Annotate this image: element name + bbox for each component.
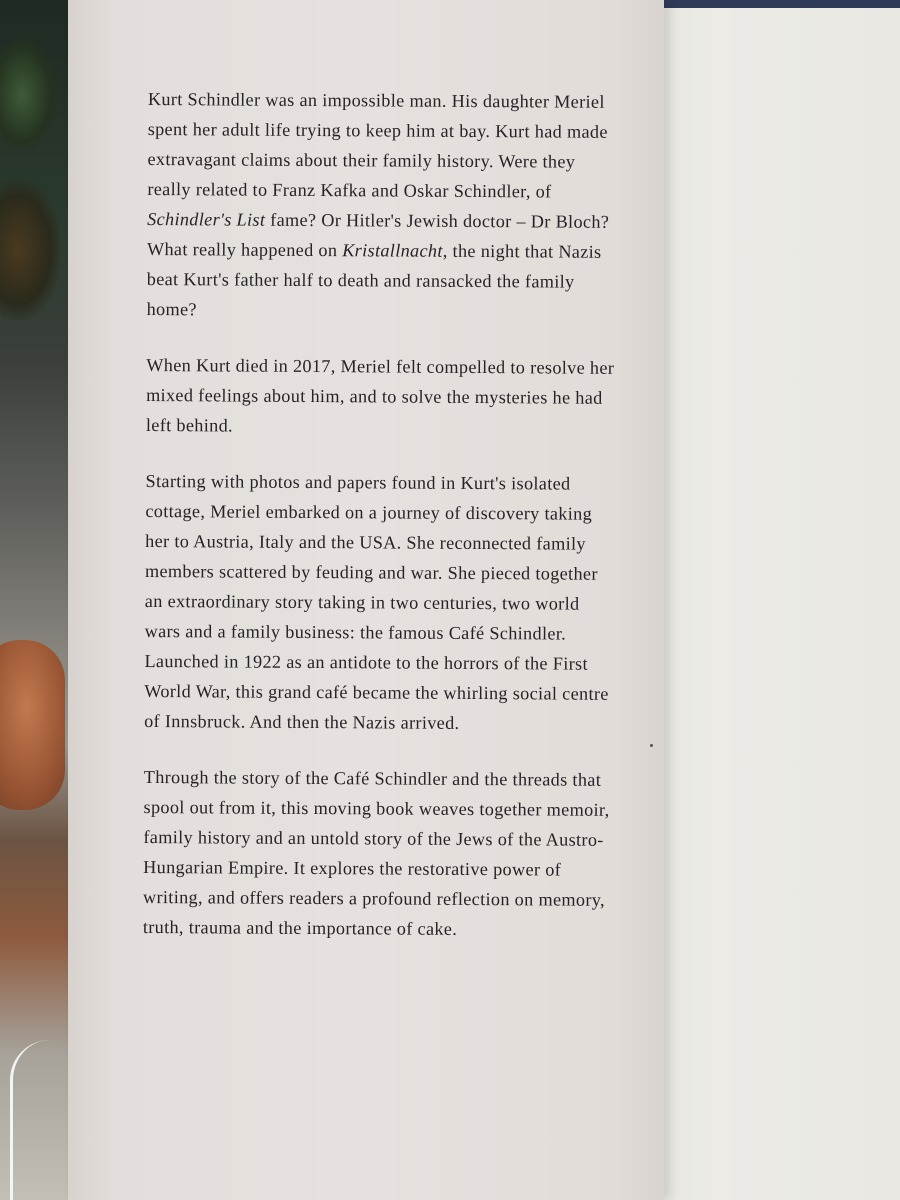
plant-leaves [0, 40, 55, 150]
blurb-paragraph-2: When Kurt died in 2017, Meriel felt compelled to resolve her mixed feelings about him, and to solve the mysteries he had left behind. [145, 354, 615, 436]
blurb-italic-term: Kristallnacht [342, 240, 443, 261]
book-cover-edge [660, 0, 900, 8]
blurb-paragraph-4: Through the story of the Café Schindler and the threads that spool out from it, this moving book weaves together memoir, family history and an untold story of the Jews of the Austro-Hungarian Empire. It explores the restorative power of writing, and offers readers a profound reflection on memory, truth, trauma and the importance of cake. [142, 766, 610, 939]
book-jacket-flap [68, 0, 664, 1200]
blurb-paragraph-3: Starting with photos and papers found in Kurt's isolated cottage, Meriel embarked on a journey of discovery taking her to Austria, Italy and the USA. She reconnected family members scattered by feuding and war. She pieced together an extraordinary story taking in two centuries, two world wars and a family business: the famous Café Schindler. Launched in 1922 as an antidote to the horrors of the First World War, this grand café became the whirling social centre of Innsbruck. And then the Nazis arrived. [144, 470, 609, 733]
blurb-text-run: Kurt Schindler was an impossible man. His daughter Meriel spent her adult life trying to keep him at bay. Kurt had made extravagant claims about their family history. Were they really related to Franz Kafka and Oskar Schindler, of [147, 88, 608, 202]
blurb-text-run: fame? Or Hitler's Jewish doctor – Dr Bloch? What really happened on [146, 209, 610, 261]
book-cover-board [630, 0, 900, 1200]
blurb-text-run: , the night that Nazis beat Kurt's father half to death and ransacked the family home? [146, 240, 602, 320]
white-cable [10, 1040, 73, 1200]
plant-leaves-lower [0, 180, 60, 320]
blurb-text [143, 84, 618, 971]
terracotta-pot [0, 640, 65, 810]
blurb-italic-title: Schindler's List [147, 208, 266, 230]
paper-speck [650, 744, 653, 747]
blurb-paragraph-1 [147, 84, 618, 327]
